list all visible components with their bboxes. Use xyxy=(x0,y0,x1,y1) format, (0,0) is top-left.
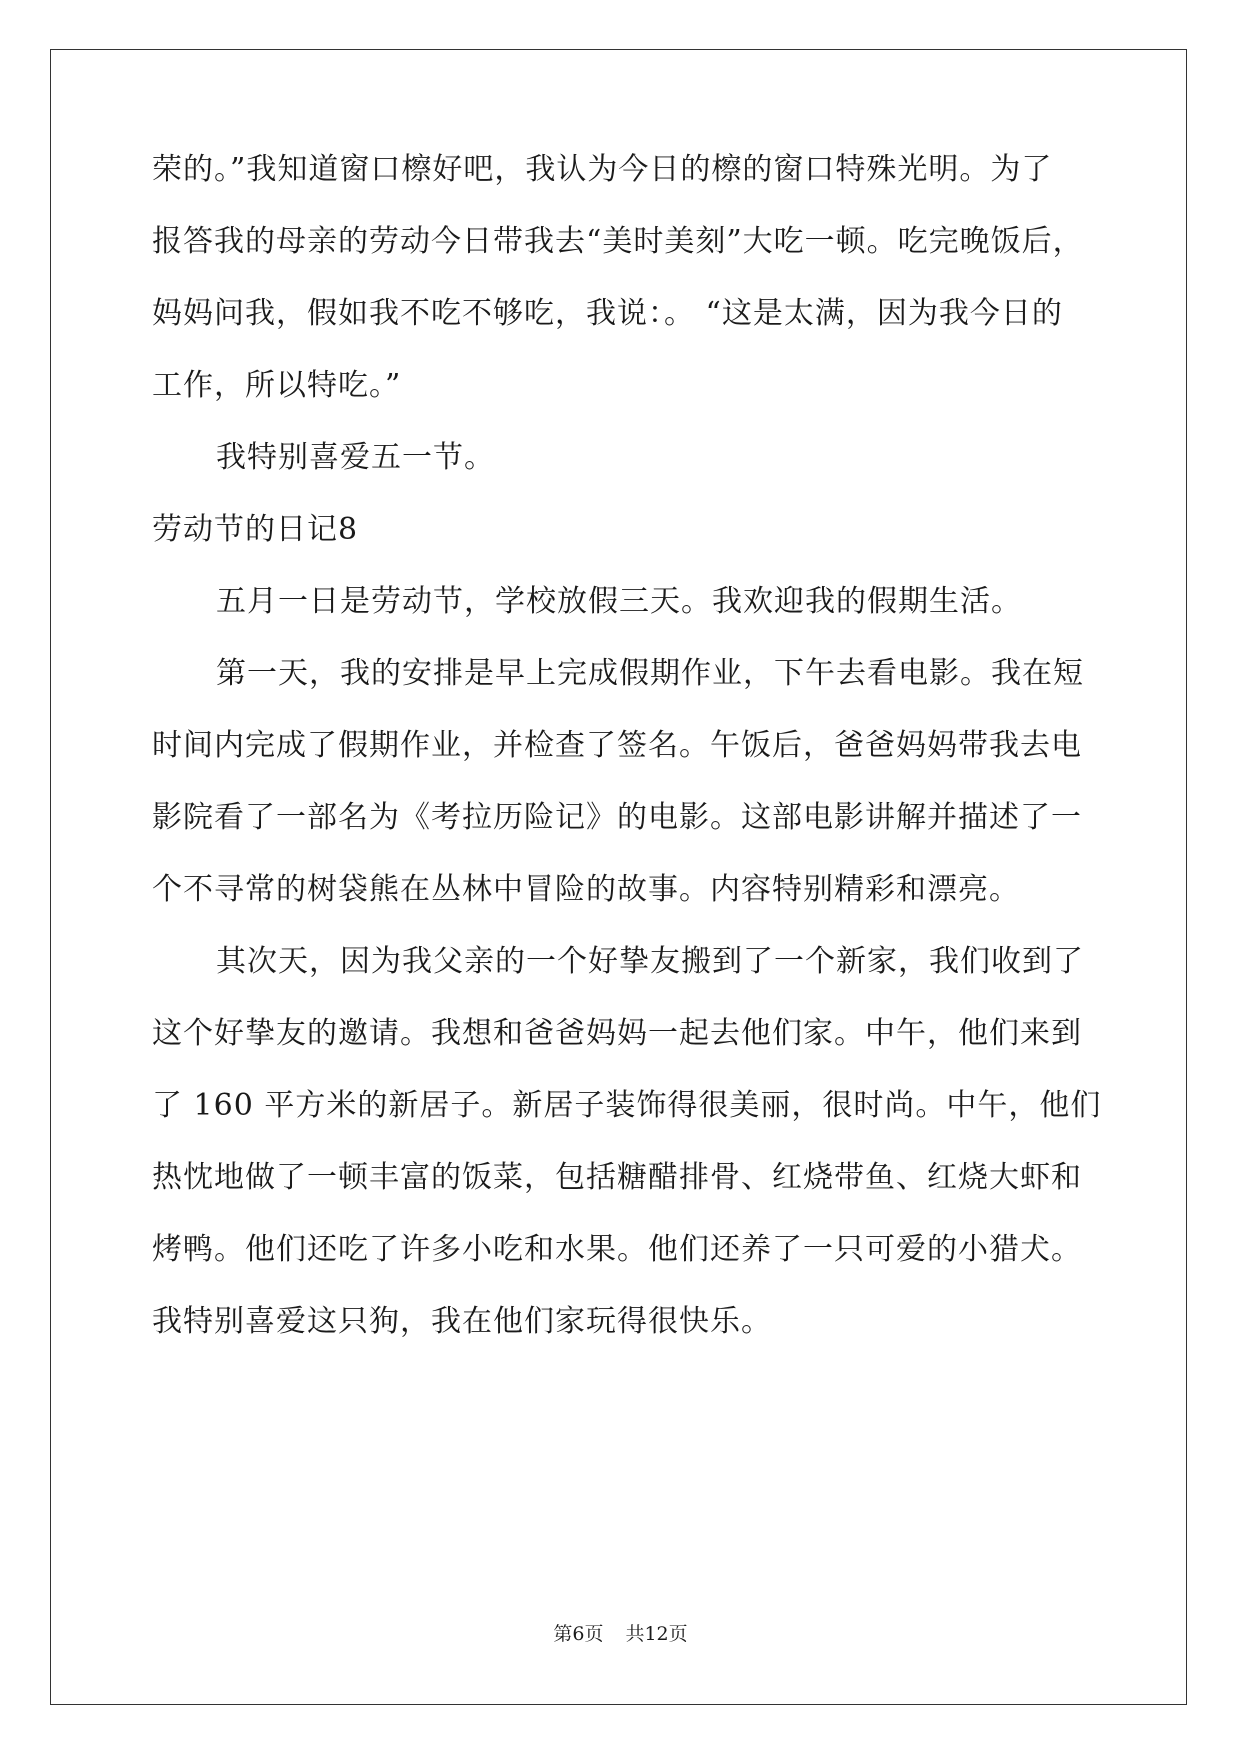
text-line: 荣的。”我知道窗口檫好吧，我认为今日的檫的窗口特殊光明。为了 xyxy=(152,152,1053,187)
text-line: 我特别喜爱这只狗，我在他们家玩得很快乐。 xyxy=(152,1304,772,1339)
page-footer xyxy=(0,1622,1241,1646)
text-line: 妈妈问我，假如我不吃不够吃，我说：。 “这是太满，因为我今日的 xyxy=(152,296,1063,331)
text-line: 烤鸭。他们还吃了许多小吃和水果。他们还养了一只可爱的小猎犬。 xyxy=(152,1232,1082,1267)
page-count: 共12页 xyxy=(625,1623,688,1645)
text-line: 我特别喜爱五一节。 xyxy=(216,440,495,475)
text-line: 影院看了一部名为《考拉历险记》的电影。这部电影讲解并描述了一 xyxy=(152,800,1082,835)
text-line: 其次天，因为我父亲的一个好挚友搬到了一个新家，我们收到了 xyxy=(216,944,1084,979)
text-line: 工作，所以特吃。” xyxy=(152,368,402,403)
text-line: 第一天，我的安排是早上完成假期作业，下午去看电影。我在短 xyxy=(216,656,1084,691)
text-line: 时间内完成了假期作业，并检查了签名。午饭后，爸爸妈妈带我去电 xyxy=(152,728,1082,763)
section-heading: 劳动节的日记8 xyxy=(152,512,359,547)
text-line: 报答我的母亲的劳动今日带我去“美时美刻”大吃一顿。吃完晚饭后， xyxy=(152,224,1084,259)
text-line: 了 160 平方米的新居子。新居子装饰得很美丽，很时尚。中午，他们 xyxy=(152,1088,1102,1123)
text-line: 热忱地做了一顿丰富的饭菜，包括糖醋排骨、红烧带鱼、红烧大虾和 xyxy=(152,1160,1082,1195)
text-line: 五月一日是劳动节，学校放假三天。我欢迎我的假期生活。 xyxy=(216,584,1022,619)
text-line: 个不寻常的树袋熊在丛林中冒险的故事。内容特别精彩和漂亮。 xyxy=(152,872,1020,907)
text-line: 这个好挚友的邀请。我想和爸爸妈妈一起去他们家。中午，他们来到 xyxy=(152,1016,1082,1051)
page-number: 第6页 xyxy=(553,1623,604,1645)
